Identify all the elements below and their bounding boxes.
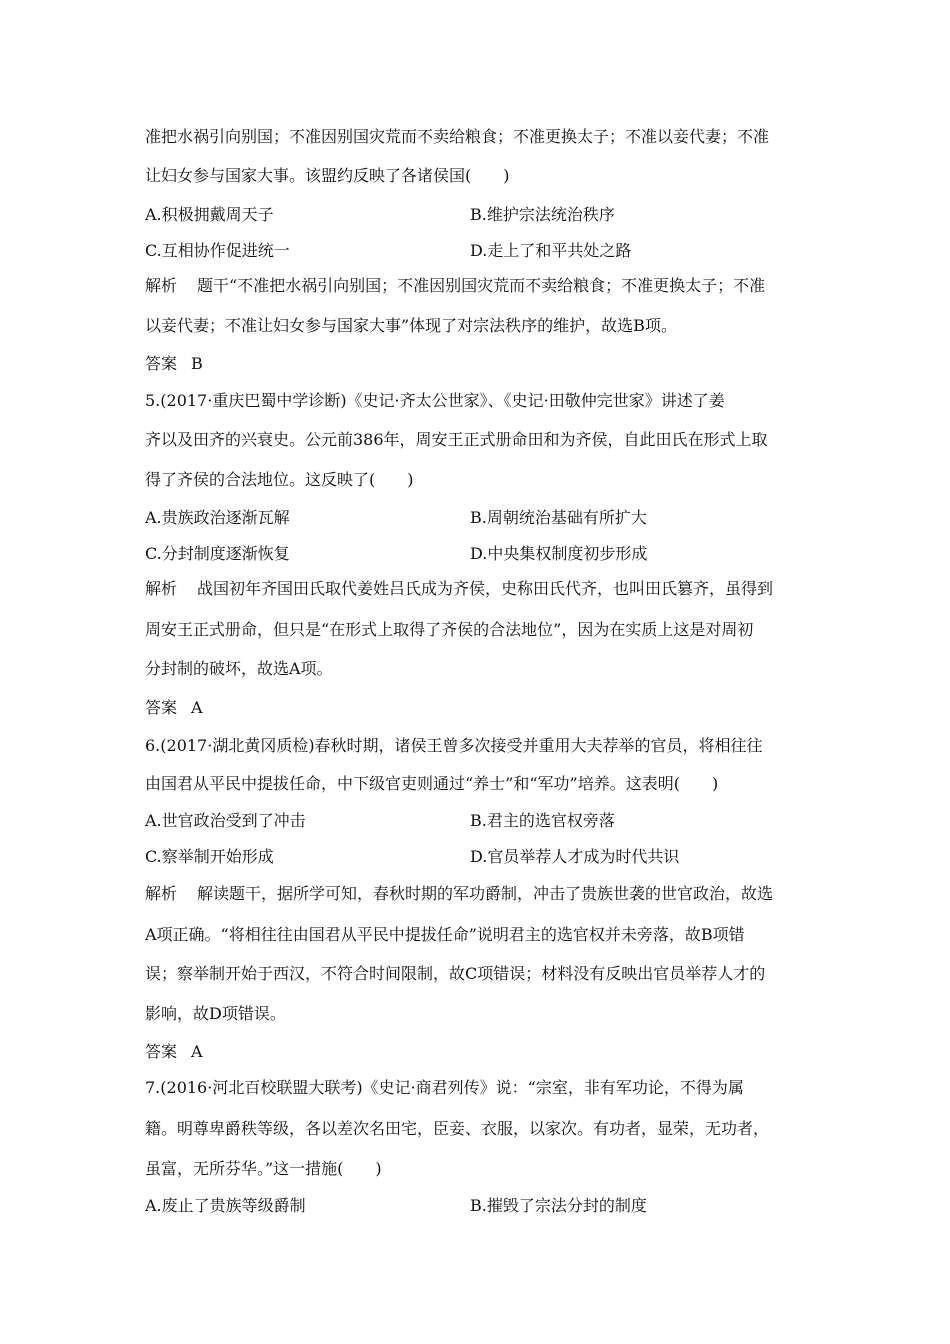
q6-analysis-text-1: 解读题干，据所学可知，春秋时期的军功爵制，冲击了贵族世袭的世官政治，故选 xyxy=(197,884,774,903)
q6-option-d: D.官员举荐人才成为时代共识 xyxy=(470,847,680,866)
q7-stem-line-1: 7.(2016·河北百校联盟大联考)《史记·商君列传》说：“宗室，非有军功论，不得为属 xyxy=(145,1078,744,1097)
q4-analysis-line-1 xyxy=(145,276,810,296)
q6-option-a: A.世官政治受到了冲击 xyxy=(145,811,306,830)
q5-analysis-line-1 xyxy=(145,579,810,599)
q6-analysis-label: 解析 xyxy=(145,884,178,903)
q5-answer xyxy=(145,698,810,718)
q5-stem-line-1: 5.(2017·重庆巴蜀中学诊断)《史记·齐太公世家》、《史记·田敬仲完世家》讲述了姜 xyxy=(145,391,725,410)
q5-answer-value: A xyxy=(191,698,203,717)
q4-option-d: D.走上了和平共处之路 xyxy=(470,241,632,260)
q6-answer xyxy=(145,1042,810,1062)
q4-option-a: A.积极拥戴周天子 xyxy=(145,205,274,224)
q6-stem-line-2: 由国君从平民中提拔任命，中下级官吏则通过“养士”和“军功”培养。这表明( ) xyxy=(145,774,719,793)
q5-option-b: B.周朝统治基础有所扩大 xyxy=(470,508,647,527)
q6-analysis-line-2: A项正确。“将相往往由国君从平民中提拔任命”说明君主的选官权并未旁落，故B项错 xyxy=(145,925,745,944)
q5-option-a: A.贵族政治逐渐瓦解 xyxy=(145,508,290,527)
q5-analysis-line-2: 周安王正式册命，但只是“在形式上取得了齐侯的合法地位”，因为在实质上这是对周初 xyxy=(145,620,754,639)
q4-analysis-label: 解析 xyxy=(145,276,178,295)
q6-option-c: C.察举制开始形成 xyxy=(145,847,274,866)
q4-stem-line-2: 让妇女参与国家大事。该盟约反映了各诸侯国( ) xyxy=(145,166,510,185)
q4-stem-line-1: 准把水祸引向别国；不准因别国灾荒而不卖给粮食；不准更换太子；不准以妾代妻；不准 xyxy=(145,127,770,146)
q6-answer-label: 答案 xyxy=(145,1042,178,1061)
q4-answer xyxy=(145,354,810,374)
q6-analysis-line-1 xyxy=(145,884,810,904)
q5-stem-line-2: 齐以及田齐的兴衰史。公元前386年，周安王正式册命田和为齐侯，自此田氏在形式上取 xyxy=(145,430,768,449)
q6-stem-line-1: 6.(2017·湖北黄冈质检)春秋时期，诸侯王曾多次接受并重用大夫荐举的官员，将相往往 xyxy=(145,736,763,755)
q4-answer-value: B xyxy=(191,354,203,373)
q5-answer-label: 答案 xyxy=(145,698,178,717)
q6-option-b: B.君主的选官权旁落 xyxy=(470,811,615,830)
q5-analysis-line-3: 分封制的破坏，故选A项。 xyxy=(145,659,333,678)
q4-option-c: C.互相协作促进统一 xyxy=(145,241,290,260)
q7-stem-line-2: 籍。明尊卑爵秩等级，各以差次名田宅，臣妾、衣服，以家次。有功者，显荣，无功者， xyxy=(145,1119,770,1138)
q7-option-a: A.废止了贵族等级爵制 xyxy=(145,1196,306,1215)
q6-analysis-line-3: 误；察举制开始于西汉，不符合时间限制，故C项错误；材料没有反映出官员举荐人才的 xyxy=(145,964,766,983)
q5-option-d: D.中央集权制度初步形成 xyxy=(470,544,648,563)
q4-analysis-text-1: 题干“不准把水祸引向别国；不准因别国灾荒而不卖给粮食；不准更换太子；不准 xyxy=(197,276,766,295)
q7-option-b: B.摧毁了宗法分封的制度 xyxy=(470,1196,647,1215)
q5-analysis-text-1: 战国初年齐国田氏取代姜姓吕氏成为齐侯，史称田氏代齐，也叫田氏篡齐，虽得到 xyxy=(197,579,774,598)
q5-option-c: C.分封制度逐渐恢复 xyxy=(145,544,290,563)
q4-analysis-line-2: 以妾代妻；不准让妇女参与国家大事”体现了对宗法秩序的维护，故选B项。 xyxy=(145,316,677,335)
q6-answer-value: A xyxy=(191,1042,203,1061)
q4-answer-label: 答案 xyxy=(145,354,178,373)
q4-option-b: B.维护宗法统治秩序 xyxy=(470,205,615,224)
q5-analysis-label: 解析 xyxy=(145,579,178,598)
q6-analysis-line-4: 影响，故D项错误。 xyxy=(145,1004,286,1023)
q5-stem-line-3: 得了齐侯的合法地位。这反映了( ) xyxy=(145,470,414,489)
q7-stem-line-3: 虽富，无所芬华。”这一措施( ) xyxy=(145,1159,382,1178)
